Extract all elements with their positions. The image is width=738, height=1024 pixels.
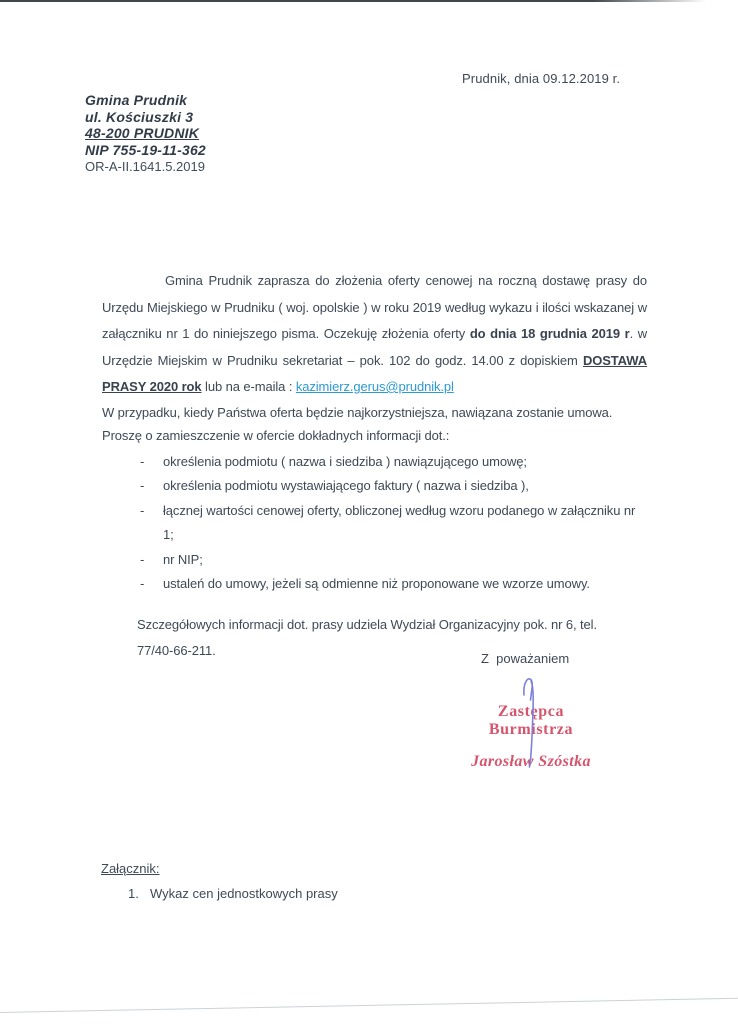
sender-street: ul. Kościuszki 3 xyxy=(85,108,194,125)
list-item-text: łącznej wartości cenowej oferty, obliczonej według wzoru podanego w załączniku nr 1; xyxy=(163,502,636,542)
valediction: Z poważaniem xyxy=(481,651,570,666)
deadline-bold-text: do dnia 18 grudnia 2019 r xyxy=(469,326,630,341)
date-line: Prudnik, dnia 09.12.2019 r. xyxy=(462,71,621,86)
email-link[interactable]: kazimierz.gerus@prudnik.pl xyxy=(295,379,454,394)
contact-phone-line: 77/40-66-211. xyxy=(137,642,216,658)
attachment-item xyxy=(101,886,338,901)
paragraph-text: lub na e-maila : xyxy=(205,379,293,394)
contact-info-line: Szczegółowych informacji dot. prasy udziela Wydział Organizacyjny pok. nr 6, tel. xyxy=(137,616,597,632)
list-item-text: ustaleń do umowy, jeżeli są odmienne niż proponowane we wzorze umowy. xyxy=(163,576,590,591)
attachment-item-number: 1. xyxy=(128,886,139,901)
dash-bullet: - xyxy=(140,502,145,518)
sender-nip: NIP 755-19-11-362 xyxy=(85,141,206,158)
sender-block xyxy=(85,92,206,176)
list-item xyxy=(102,499,647,548)
dash-bullet: - xyxy=(140,478,145,493)
sender-name: Gmina Prudnik xyxy=(85,92,188,108)
letter-body xyxy=(102,268,647,664)
dash-bullet: - xyxy=(140,453,145,469)
list-item xyxy=(102,572,647,597)
stamp-name: Jarosław Szóstka xyxy=(471,753,591,770)
scan-artifact-bottom-line xyxy=(0,998,738,1013)
attachment-item-text: Wykaz cen jednostkowych prasy xyxy=(150,886,338,901)
paragraph-text: Gmina Prudnik zaprasza do złożenia oferty cenowej na roczną dostawę prasy do Urzędu Miejskiego w Prudniku ( woj. opolskie ) w roku 2019 według wykazu i ilości wskazanej w załączniku nr 1 do niniejszego pisma. Oczekuję złożenia oferty xyxy=(102,273,647,341)
attachment-block xyxy=(101,861,338,901)
paragraph-text: . w Urzędzie Miejskim w Prudniku sekretariat – pok. 102 do godz. 14.00 z dopiskiem xyxy=(102,326,648,368)
list-item-text: określenia podmiotu wystawiającego faktury ( nazwa i siedziba ), xyxy=(163,478,529,493)
list-item xyxy=(102,450,647,475)
case-number: OR-A-II.1641.5.2019 xyxy=(85,159,205,174)
attachment-heading: Załącznik: xyxy=(101,861,160,876)
scan-artifact-top-line xyxy=(0,0,706,2)
umowa-line: W przypadku, kiedy Państwa oferta będzie najkorzystniejsza, nawiązana zostanie umowa. xyxy=(102,404,613,420)
requirements-list xyxy=(102,450,647,597)
dash-bullet: - xyxy=(140,551,145,567)
handwritten-signature xyxy=(520,676,546,775)
stamp-title: Zastępca Burmistrza xyxy=(488,703,574,738)
list-item xyxy=(102,474,647,499)
prosze-line: Proszę o zamieszczenie w ofercie dokładnych informacji dot.: xyxy=(102,428,450,443)
dostawa-prasy-highlight: DOSTAWA PRASY 2020 rok xyxy=(102,352,647,394)
list-item xyxy=(102,548,647,573)
list-item-text: nr NIP; xyxy=(163,551,203,567)
main-paragraph xyxy=(102,268,647,401)
sender-postal-city: 48-200 PRUDNIK xyxy=(85,125,200,141)
list-item-text: określenia podmiotu ( nazwa i siedziba ) nawiązującego umowę; xyxy=(163,453,527,469)
dash-bullet: - xyxy=(140,576,145,591)
